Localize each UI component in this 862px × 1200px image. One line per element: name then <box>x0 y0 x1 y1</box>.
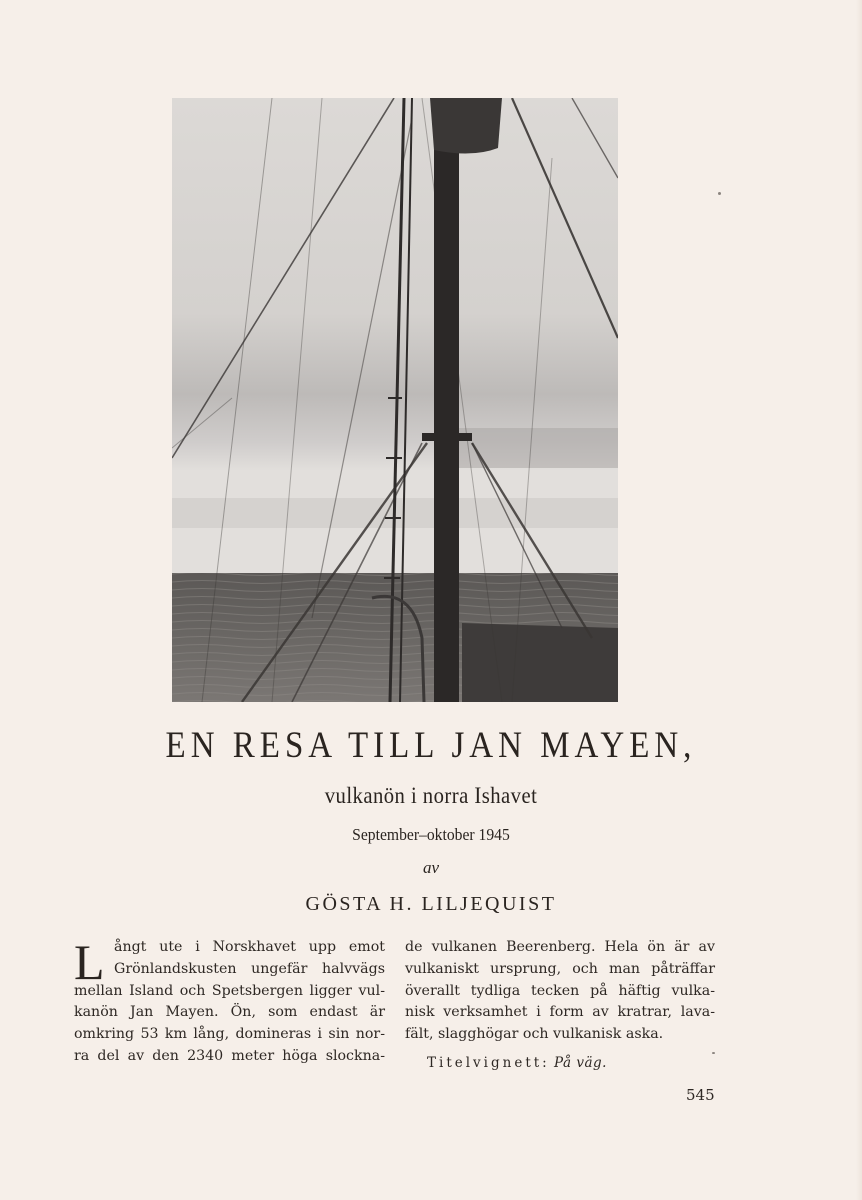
title-photo <box>172 98 618 702</box>
body-line: mellan Island och Spetsbergen ligger vul- <box>74 982 385 999</box>
body-line: Grönlandskusten ungefär halvvägs <box>114 960 385 977</box>
body-column-left <box>74 934 385 1068</box>
body-line: överallt tydliga tecken på häftig vulka- <box>405 982 715 999</box>
caption-text: På väg. <box>554 1055 607 1071</box>
body-line: ångt ute i Norskhavet upp emot <box>114 939 385 955</box>
body-line: fält, slagghögar och vulkanisk aska. <box>405 1026 664 1043</box>
paper-speck <box>712 1052 715 1054</box>
body-line: nisk verksamhet i form av kratrar, lava- <box>405 1004 715 1021</box>
body-line: ra del av den 2340 meter höga slockna- <box>74 1047 385 1064</box>
body-line: vulkaniskt ursprung, och man påträffar <box>405 960 715 977</box>
body-line: kanön Jan Mayen. Ön, som endast är <box>74 1004 385 1021</box>
body-line: de vulkanen Beerenberg. Hela ön är av <box>405 939 715 955</box>
body-column-right <box>405 937 715 1046</box>
body-line: omkring 53 km lång, domineras i sin nor- <box>74 1026 385 1043</box>
caption-label: Titelvignett: <box>427 1055 550 1071</box>
article-dateline: September–oktober 1945 <box>352 825 510 844</box>
article-subtitle: vulkanön i norra Ishavet <box>324 783 538 808</box>
drop-cap: L <box>74 934 105 990</box>
page-edge <box>856 0 862 1200</box>
byline-av: av <box>422 858 440 877</box>
paper-speck <box>718 192 721 195</box>
page-number: 545 <box>686 1086 715 1104</box>
photo-caption <box>427 1055 607 1071</box>
article-author: GÖSTA H. LILJEQUIST <box>305 893 557 915</box>
mast-rigging-photo <box>172 98 618 702</box>
article-title: EN RESA TILL JAN MAYEN, <box>165 725 697 767</box>
